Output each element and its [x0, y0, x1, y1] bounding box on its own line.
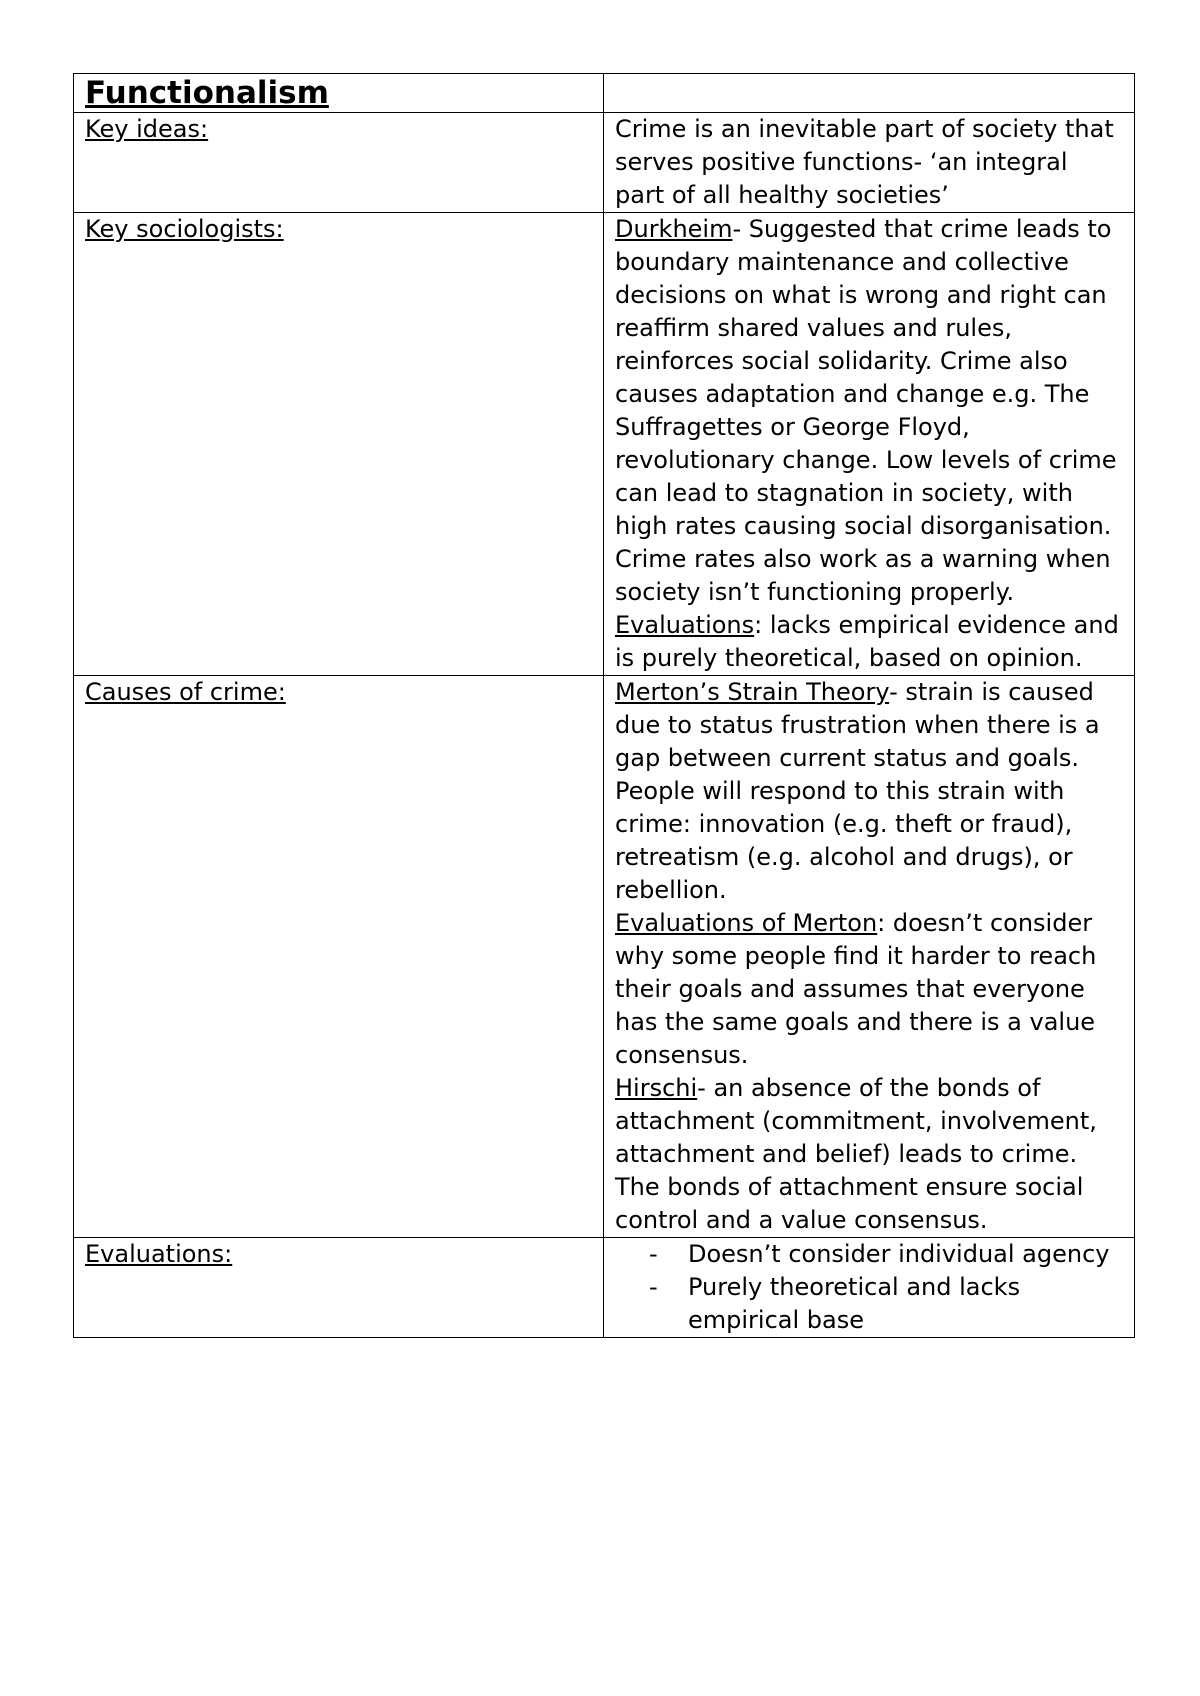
key-ideas-text: Crime is an inevitable part of society that serves positive functions- ‘an integral part of all healthy societies’	[615, 115, 1114, 209]
evaluations-heading: Evaluations	[615, 611, 755, 639]
list-item: - Purely theoretical and lacks empirical base	[649, 1271, 1123, 1337]
merton-text: - strain is caused due to status frustration when there is a gap between current status and goals. People will respond to this strain with crime: innovation (e.g. theft or fraud), retreatism (e.g. alcohol and drugs), or rebellion.	[615, 678, 1100, 904]
table-row-evaluations	[74, 1238, 1135, 1338]
row-content-cell	[604, 1238, 1135, 1338]
row-content-cell	[604, 676, 1135, 1238]
evaluations-list	[615, 1238, 1123, 1337]
title-cell	[74, 74, 604, 113]
merton-evaluation-paragraph	[615, 907, 1123, 1072]
row-content-cell	[604, 213, 1135, 676]
table-row-key-sociologists	[74, 213, 1135, 676]
row-label-key-ideas: Key ideas:	[85, 115, 209, 143]
row-label-cell	[74, 213, 604, 676]
row-label-cell	[74, 676, 604, 1238]
row-label-evaluations: Evaluations:	[85, 1240, 233, 1268]
row-label-cell	[74, 113, 604, 213]
merton-heading: Merton’s Strain Theory	[615, 678, 890, 706]
row-content-cell	[604, 113, 1135, 213]
merton-evaluation-heading: Evaluations of Merton	[615, 909, 878, 937]
title-empty-cell	[604, 74, 1135, 113]
row-label-key-sociologists: Key sociologists:	[85, 215, 284, 243]
row-label-causes-of-crime: Causes of crime:	[85, 678, 286, 706]
durkheim-evaluation-paragraph	[615, 609, 1123, 675]
row-label-cell	[74, 1238, 604, 1338]
table-title: Functionalism	[85, 75, 329, 111]
hirschi-heading: Hirschi	[615, 1074, 698, 1102]
evaluations-text: : lacks empirical evidence and is purely theoretical, based on opinion.	[615, 611, 1119, 672]
merton-evaluation-text: : doesn’t consider why some people find it harder to reach their goals and assumes that everyone has the same goals and there is a value consensus.	[615, 909, 1097, 1069]
list-item: - Doesn’t consider individual agency	[649, 1238, 1123, 1271]
durkheim-paragraph	[615, 213, 1123, 609]
functionalism-table	[73, 73, 1135, 1338]
hirschi-paragraph	[615, 1072, 1123, 1237]
merton-paragraph	[615, 676, 1123, 907]
table-row-causes-of-crime	[74, 676, 1135, 1238]
title-row	[74, 74, 1135, 113]
hirschi-text: - an absence of the bonds of attachment (commitment, involvement, attachment and belief) leads to crime. The bonds of attachment ensure social control and a value consensus.	[615, 1074, 1097, 1234]
durkheim-text: - Suggested that crime leads to boundary maintenance and collective decisions on what is wrong and right can reaffirm shared values and rules, reinforces social solidarity. Crime also causes adaptation and change e.g. The Suffragettes or George Floyd, revolutionary change. Low levels of crime can lead to stagnation in society, with high rates causing social disorganisation. Crime rates also work as a warning when society isn’t functioning properly.	[615, 215, 1117, 606]
durkheim-heading: Durkheim	[615, 215, 733, 243]
table-row-key-ideas	[74, 113, 1135, 213]
